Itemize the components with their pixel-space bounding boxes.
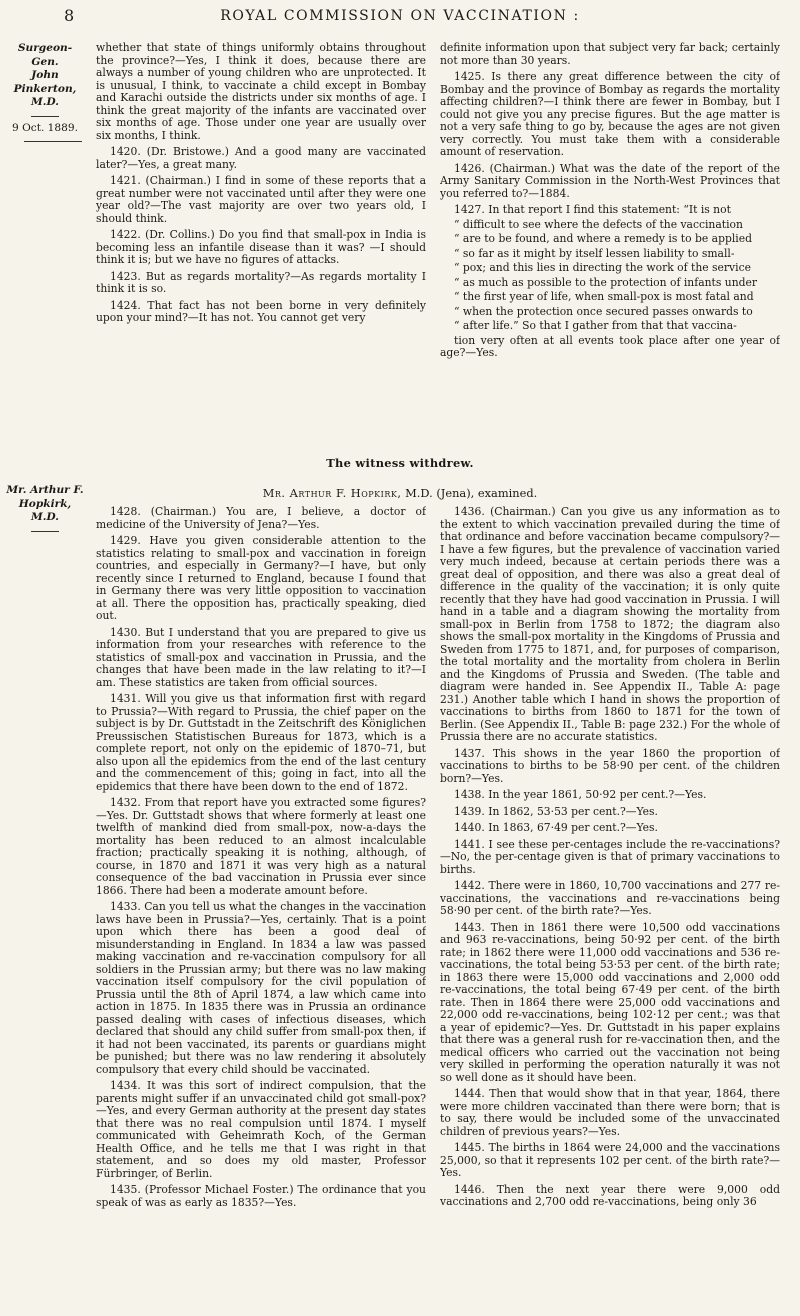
quote-line: “ the first year of life, when small-pox is most fatal and [454, 290, 754, 303]
quote-line: “ are to be found, and where a remedy is to be applied [454, 232, 752, 245]
margin-note-pinkerton [6, 42, 84, 142]
paragraph-1426: 1426. (Chairman.) What was the date of the report of the Army Sanitary Commission in the North-West Provinces that you referred to?—1884. [440, 161, 780, 200]
quote-line: tion very often at all events took place after one year of age?—Yes. [440, 333, 780, 359]
paragraph-1446: 1446. Then the next year there were 9,000 odd vaccinations and 2,700 odd re-vaccinations, being only 36 [440, 1182, 780, 1208]
paragraph-1444: 1444. Then that would show that in that year, 1864, there were more children vaccinated than there were born; that is to say, there would be included some of the unvaccinated children of previous years?—Yes. [440, 1087, 780, 1138]
paragraph: definite information upon that subject very far back; certainly not more than 30 years. [440, 42, 780, 67]
paragraph-1431: 1431. Will you give us that information first with regard to Prussia?—With regard to Prussia, the chief paper on the subject is by Dr. Guttstadt in the Zeitschrift des Königlichen Preussischen Statistischen Bureaus for 1873, which is a complete report, not only on the epidemic of 1870–71, but also upon all the epidemics from the end of the last century and the commencement of this; going in fact, into all the epidemics that there have been down to the end of 1872. [96, 692, 426, 793]
paragraph-1445: 1445. The births in 1864 were 24,000 and the vaccinations 25,000, so that it represents 102 per cent. of the birth rate?—Yes. [440, 1141, 780, 1179]
quote-line: “ after life.” So that I gather from that that vaccina- [454, 319, 737, 332]
quote-intro: 1427. In that report I find this statement: “It is not [454, 203, 731, 216]
paragraph-1439: 1439. In 1862, 53·53 per cent.?—Yes. [454, 804, 658, 818]
paragraph-1430: 1430. But I understand that you are prepared to give us information from your researches with reference to the statistics of small-pox and vaccination in Prussia, and the changes that have been made in the law relating to it?—I am. These statistics are taken from official sources. [96, 625, 426, 689]
paragraph-1440: 1440. In 1863, 67·49 per cent.?—Yes. [454, 821, 658, 834]
quote-line: “ when the protection once secured passes onwards to [454, 304, 753, 318]
paragraph-1436: 1436. (Chairman.) Can you give us any information as to the extent to which vaccination prevailed during the time of that ordinance and before vaccination became compulsory?—I have a few figures, but the prevalence of vaccination varied very much indeed, because at certain periods there was a great deal of opposition, and there was also a great deal of difference in the quality of the vaccination; it is only quite recently that they have had good vaccination in Prussia. I will hand in a table and a diagram showing the mortality from small-pox in Berlin from 1758 to 1872; the diagram also shows the small-pox mortality in the Kingdoms of Prussia and Sweden from 1775 to 1871, and, for purposes of comparison, the total mortality and the mortality from cholera in Berlin and the Kingdoms of Prussia and Sweden. (The table and diagram were handed in. See Appendix II., Table A: page 231.) Another table which I hand in shows the proportion of vaccinations to births from 1860 to 1871 for the town of Berlin. (See Appendix II., Table B: page 232.) For the whole of Prussia there are no accurate statistics. [440, 506, 780, 743]
paragraph-1433: 1433. Can you tell us what the changes in the vaccination laws have been in Prussia?—Yes, certainly. That is a point upon which there has been a good deal of misunderstanding in England. In 1834 a law was passed making vaccination and re-vaccination compulsory for all soldiers in the Prussian army; but there was no law making vaccination itself compulsory for the civil population of Prussia until the 8th of April 1874, a law which came into action in 1875. In 1835 there was in Prussia an ordinance passed dealing with cases of infectious diseases, which declared that should any child suffer from small-pox then, if it had not been vaccinated, its parents or guardians might be punished; but there was no law rendering it absolutely compulsory that every child should be vaccinated. [96, 900, 426, 1076]
margin-label-3: M.D. [31, 511, 59, 523]
paragraph-1429: 1429. Have you given considerable attention to the statistics relating to small-pox and vaccination in foreign countries, and especially in Germany?—I have, but only recently since I returned to England, because I found that in Germany there was very little opposition to vaccination at all. There the opposition has, practically speaking, died out. [96, 534, 426, 622]
paragraph-1442: 1442. There were in 1860, 10,700 vaccinations and 277 re-vaccinations, the vaccinations and re-vaccinations being 58·90 per cent. of the birth rate?—Yes. [440, 879, 780, 917]
paragraph-1437: 1437. This shows in the year 1860 the proportion of vaccinations to births to be 58·90 per cent. of the children born?—Yes. [440, 746, 780, 785]
column-left-upper [96, 42, 426, 450]
margin-label-2: Hopkirk, [18, 497, 72, 510]
column-right-upper [440, 42, 780, 450]
paragraph-1441: 1441. I see these per-centages include the re-vaccinations?—No, the per-centage given is that of primary vaccinations to births. [440, 837, 780, 876]
margin-rule [31, 116, 59, 117]
witness-suffix: M.D. (Jena), examined. [405, 486, 538, 500]
quote-line: “ difficult to see where the defects of the vaccination [454, 217, 743, 231]
witness-withdrew: The witness withdrew. [326, 456, 474, 470]
margin-rule [24, 141, 82, 142]
margin-label-1: Surgeon-Gen. [17, 42, 73, 68]
margin-label-2: John [31, 69, 59, 81]
paragraph-1432: 1432. From that report have you extracted some figures?—Yes. Dr. Guttstadt shows that where formerly at least one twelfth of mankind died from small-pox, now-a-days the mortality has been reduced to an almost incalculable fraction; practically speaking it is nothing, although, of course, in 1870 and 1871 it was very high as a natural consequence of the bad vaccination in Prussia ever since 1866. There had been a moderate amount before. [96, 796, 426, 897]
margin-label-1: Mr. Arthur F. [6, 484, 84, 496]
column-left-lower [96, 506, 426, 1306]
margin-label-4: M.D. [31, 96, 59, 108]
running-head: ROYAL COMMISSION ON VACCINATION : [220, 8, 580, 24]
paragraph: whether that state of things uniformly obtains throughout the province?—Yes, I think it does, because there are always a number of young children who are unprotected. It is unusual, I think, to vaccinate a child except in Bombay and Karachi outside the districts under six months of age. I think the great majority of the infants are vaccinated over six months of age. Those under one year are usually over six months, I think. [96, 42, 426, 142]
page-number: 8 [64, 6, 75, 25]
paragraph-1427 [440, 204, 780, 360]
paragraph-1424: 1424. That fact has not been borne in very definitely upon your mind?—It has not. You cannot get very [96, 298, 426, 324]
paragraph-1438: 1438. In the year 1861, 50·92 per cent.?—Yes. [454, 788, 707, 801]
paragraph-1421: 1421. (Chairman.) I find in some of these reports that a great number were not vaccinated until after they were one year old?—The vast majority are over two years old, I should think. [96, 174, 426, 225]
examined-heading [0, 486, 800, 500]
column-right-lower [440, 506, 780, 1306]
margin-rule [31, 531, 59, 532]
paragraph-1422: 1422. (Dr. Collins.) Do you find that small-pox in India is becoming less an infantile disease than it was? —I should think it is; but we have no figures of attacks. [96, 228, 426, 266]
quote-line: “ pox; and this lies in directing the work of the service [454, 261, 751, 274]
margin-label-3: Pinkerton, [13, 82, 77, 95]
paragraph-1423: 1423. But as regards mortality?—As regards mortality I think it is so. [96, 269, 426, 295]
quote-line: “ as much as possible to the protection of infants under [454, 275, 758, 289]
paragraph-1420: 1420. (Dr. Bristowe.) And a good many are vaccinated later?—Yes, a great many. [96, 145, 426, 171]
paragraph-1443: 1443. Then in 1861 there were 10,500 odd vaccinations and 963 re-vaccinations, being 50·92 per cent. of the birth rate; in 1862 there were 11,000 odd vaccinations and 536 re-vaccinations, the total being 53·53 per cent. of the birth rate; in 1863 there were 15,000 odd vaccinations and 2,000 odd re-vaccinations, the total being 67·49 per cent. of the birth rate. Then in 1864 there were 25,000 odd vaccinations and 22,000 odd re-vaccinations, being 102·12 per cent.; was that a year of epidemic?—Yes. Dr. Guttstadt in his paper explains that there was a general rush for re-vaccination then, and the medical officers who carried out the vaccination not being very skilled in performing the operation naturally it was not so well done as it should have been. [440, 920, 780, 1084]
paragraph-1425: 1425. Is there any great difference between the city of Bombay and the province of Bombay as regards the mortality affecting children?—I think there are fewer in Bombay, but I could not give you any precise figures. But the age matter is not a very safe thing to go by, because the ages are not given very correctly. You must take them with a considerable amount of reservation. [440, 70, 780, 158]
paragraph-1434: 1434. It was this sort of indirect compulsion, that the parents might suffer if an unvaccinated child got small-pox?—Yes, and every German authority at the present day states that there was no real compulsion until 1874. I myself communicated with Geheimrath Koch, of the German Health Office, and he tells me that I was right in that statement, and so does my old master, Professor Fürbringer, of Berlin. [96, 1079, 426, 1180]
paragraph-1435: 1435. (Professor Michael Foster.) The ordinance that you speak of was as early as 1835?—Yes. [96, 1183, 426, 1209]
paragraph-1428: 1428. (Chairman.) You are, I believe, a doctor of medicine of the University of Jena?—Yes. [96, 506, 426, 531]
margin-date: 9 Oct. 1889. [11, 121, 79, 134]
witness-name: Mr. Arthur F. Hopkirk, [262, 486, 402, 500]
quote-line: “ so far as it might by itself lessen liability to small- [454, 246, 735, 260]
